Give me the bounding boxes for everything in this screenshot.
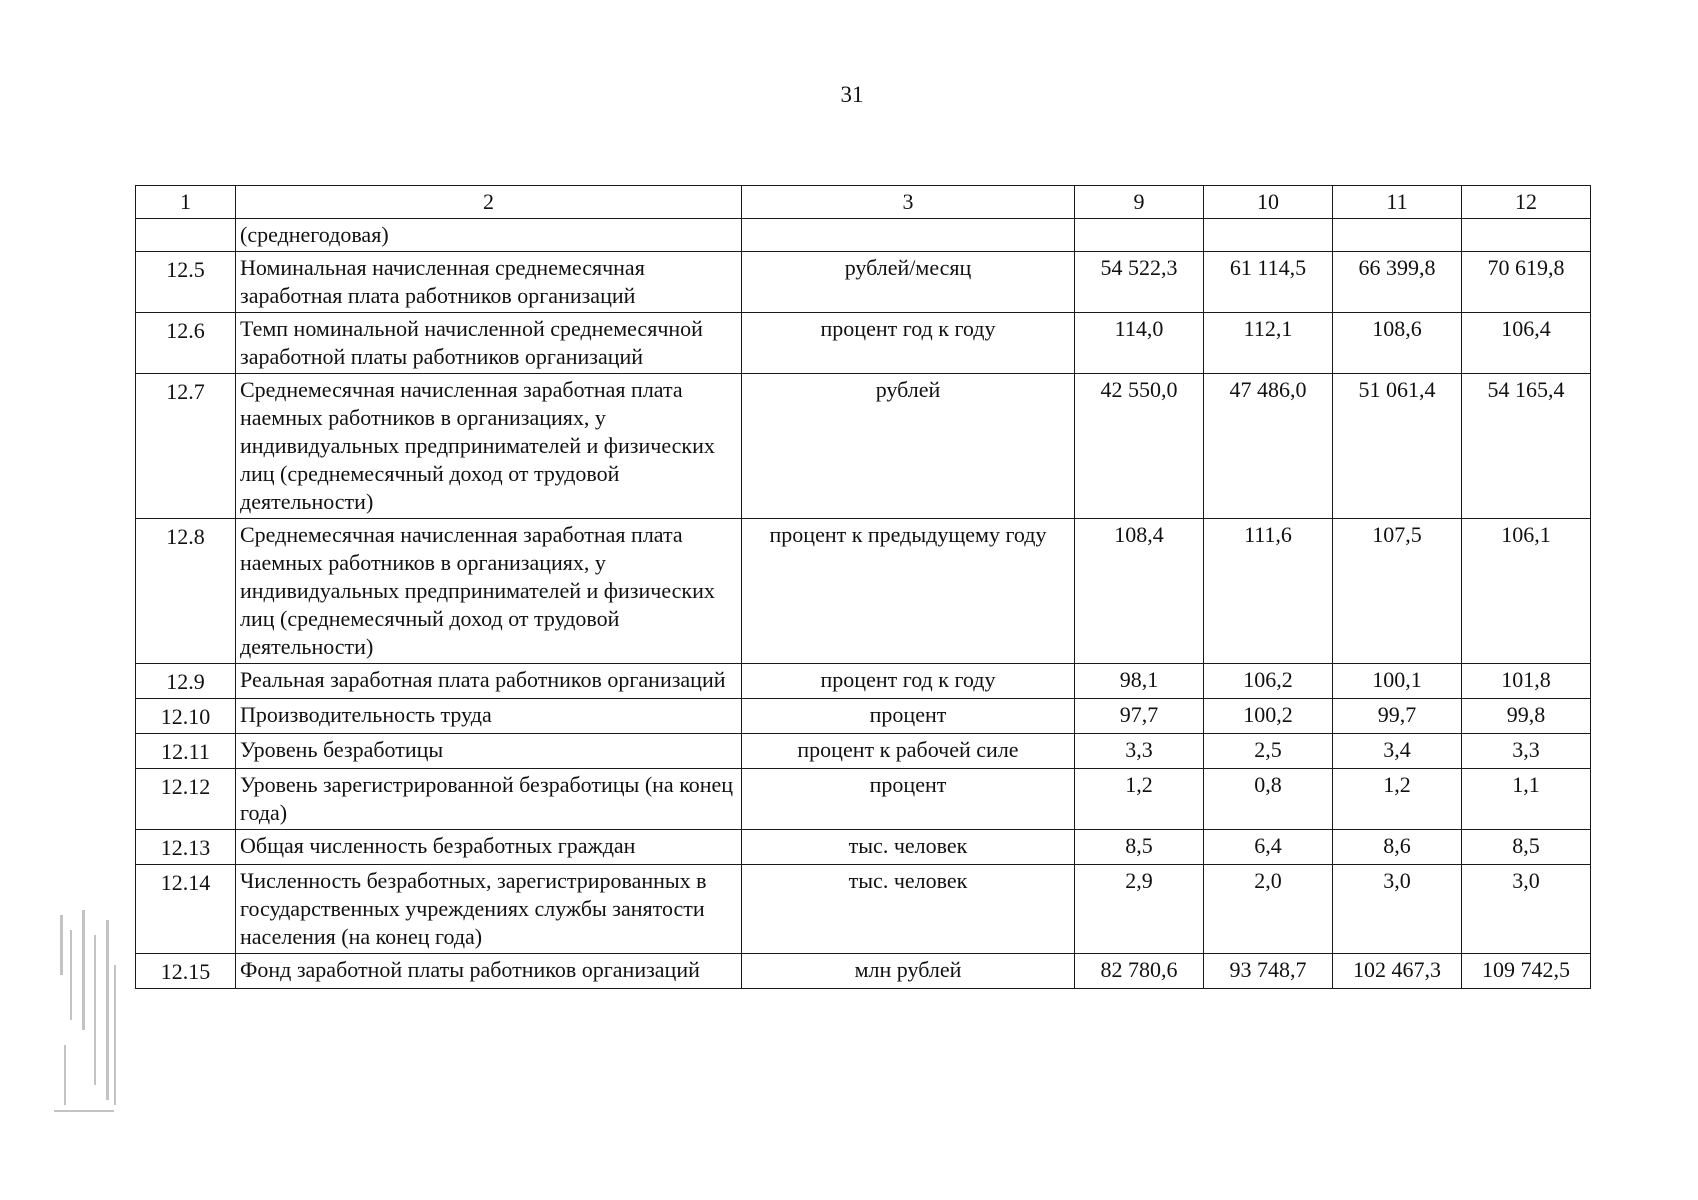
unit: процент [742,699,1075,734]
unit: рублей/месяц [742,252,1075,313]
unit [742,219,1075,252]
value-11: 99,7 [1333,699,1462,734]
unit: процент к рабочей силе [742,734,1075,769]
value-9: 114,0 [1075,313,1204,374]
row-number: 12.13 [136,830,236,865]
indicator-name: Фонд заработной платы работников организаций [236,954,742,989]
value-10: 47 486,0 [1204,374,1333,519]
value-9: 82 780,6 [1075,954,1204,989]
column-header: 2 [236,186,742,219]
value-12: 3,3 [1462,734,1591,769]
row-number: 12.14 [136,865,236,954]
value-11: 108,6 [1333,313,1462,374]
column-header: 10 [1204,186,1333,219]
indicator-name: Реальная заработная плата работников организаций [236,664,742,699]
value-9: 2,9 [1075,865,1204,954]
value-12: 1,1 [1462,769,1591,830]
value-10: 93 748,7 [1204,954,1333,989]
value-9: 42 550,0 [1075,374,1204,519]
column-header: 11 [1333,186,1462,219]
table-row [136,734,1591,769]
table-row [136,954,1591,989]
value-12: 106,4 [1462,313,1591,374]
value-9: 98,1 [1075,664,1204,699]
table-row [136,313,1591,374]
faded-stamp-mark [50,905,122,1120]
value-11: 102 467,3 [1333,954,1462,989]
indicator-name: Уровень безработицы [236,734,742,769]
column-header: 12 [1462,186,1591,219]
row-number: 12.15 [136,954,236,989]
indicators-table [135,185,1591,989]
row-number: 12.8 [136,519,236,664]
indicator-name: Общая численность безработных граждан [236,830,742,865]
unit: процент год к году [742,664,1075,699]
page-number: 31 [840,82,864,107]
value-12: 101,8 [1462,664,1591,699]
value-10: 112,1 [1204,313,1333,374]
row-number: 12.11 [136,734,236,769]
column-header: 1 [136,186,236,219]
table-row [136,865,1591,954]
table-row [136,664,1591,699]
value-10 [1204,219,1333,252]
value-11: 3,0 [1333,865,1462,954]
value-10: 61 114,5 [1204,252,1333,313]
value-11: 100,1 [1333,664,1462,699]
table-row [136,699,1591,734]
value-12: 109 742,5 [1462,954,1591,989]
value-11: 1,2 [1333,769,1462,830]
unit: процент год к году [742,313,1075,374]
value-10: 111,6 [1204,519,1333,664]
indicator-name: Среднемесячная начисленная заработная плата наемных работников в организациях, у индивидуальных предпринимателей и физических лиц (среднемесячный доход от трудовой деятельности) [236,519,742,664]
table-row [136,374,1591,519]
table-row [136,830,1591,865]
value-11: 107,5 [1333,519,1462,664]
table-row [136,519,1591,664]
value-12: 8,5 [1462,830,1591,865]
value-11: 3,4 [1333,734,1462,769]
unit: тыс. человек [742,830,1075,865]
table-row [136,769,1591,830]
indicator-name: Номинальная начисленная среднемесячная заработная плата работников организаций [236,252,742,313]
unit: млн рублей [742,954,1075,989]
value-12 [1462,219,1591,252]
row-number: 12.5 [136,252,236,313]
unit: тыс. человек [742,865,1075,954]
indicator-name: Уровень зарегистрированной безработицы (на конец года) [236,769,742,830]
column-header: 9 [1075,186,1204,219]
value-11: 8,6 [1333,830,1462,865]
value-12: 3,0 [1462,865,1591,954]
unit: процент к предыдущему году [742,519,1075,664]
value-9: 54 522,3 [1075,252,1204,313]
value-9 [1075,219,1204,252]
value-10: 0,8 [1204,769,1333,830]
value-9: 108,4 [1075,519,1204,664]
unit: процент [742,769,1075,830]
indicator-name: Производительность труда [236,699,742,734]
row-number: 12.10 [136,699,236,734]
indicator-name: Численность безработных, зарегистрированных в государственных учреждениях службы занятости населения (на конец года) [236,865,742,954]
indicator-name: Среднемесячная начисленная заработная плата наемных работников в организациях, у индивидуальных предпринимателей и физических лиц (среднемесячный доход от трудовой деятельности) [236,374,742,519]
indicator-name: (среднегодовая) [236,219,742,252]
value-12: 70 619,8 [1462,252,1591,313]
column-header: 3 [742,186,1075,219]
value-10: 100,2 [1204,699,1333,734]
value-9: 8,5 [1075,830,1204,865]
value-12: 99,8 [1462,699,1591,734]
row-number: 12.6 [136,313,236,374]
value-9: 3,3 [1075,734,1204,769]
value-11 [1333,219,1462,252]
value-10: 2,5 [1204,734,1333,769]
value-10: 6,4 [1204,830,1333,865]
value-12: 54 165,4 [1462,374,1591,519]
value-11: 51 061,4 [1333,374,1462,519]
table-row [136,219,1591,252]
value-11: 66 399,8 [1333,252,1462,313]
value-12: 106,1 [1462,519,1591,664]
table-row [136,252,1591,313]
value-10: 106,2 [1204,664,1333,699]
row-number [136,219,236,252]
value-9: 97,7 [1075,699,1204,734]
unit: рублей [742,374,1075,519]
value-10: 2,0 [1204,865,1333,954]
row-number: 12.9 [136,664,236,699]
value-9: 1,2 [1075,769,1204,830]
row-number: 12.12 [136,769,236,830]
table-header-row [136,186,1591,219]
row-number: 12.7 [136,374,236,519]
indicator-name: Темп номинальной начисленной среднемесячной заработной платы работников организаций [236,313,742,374]
